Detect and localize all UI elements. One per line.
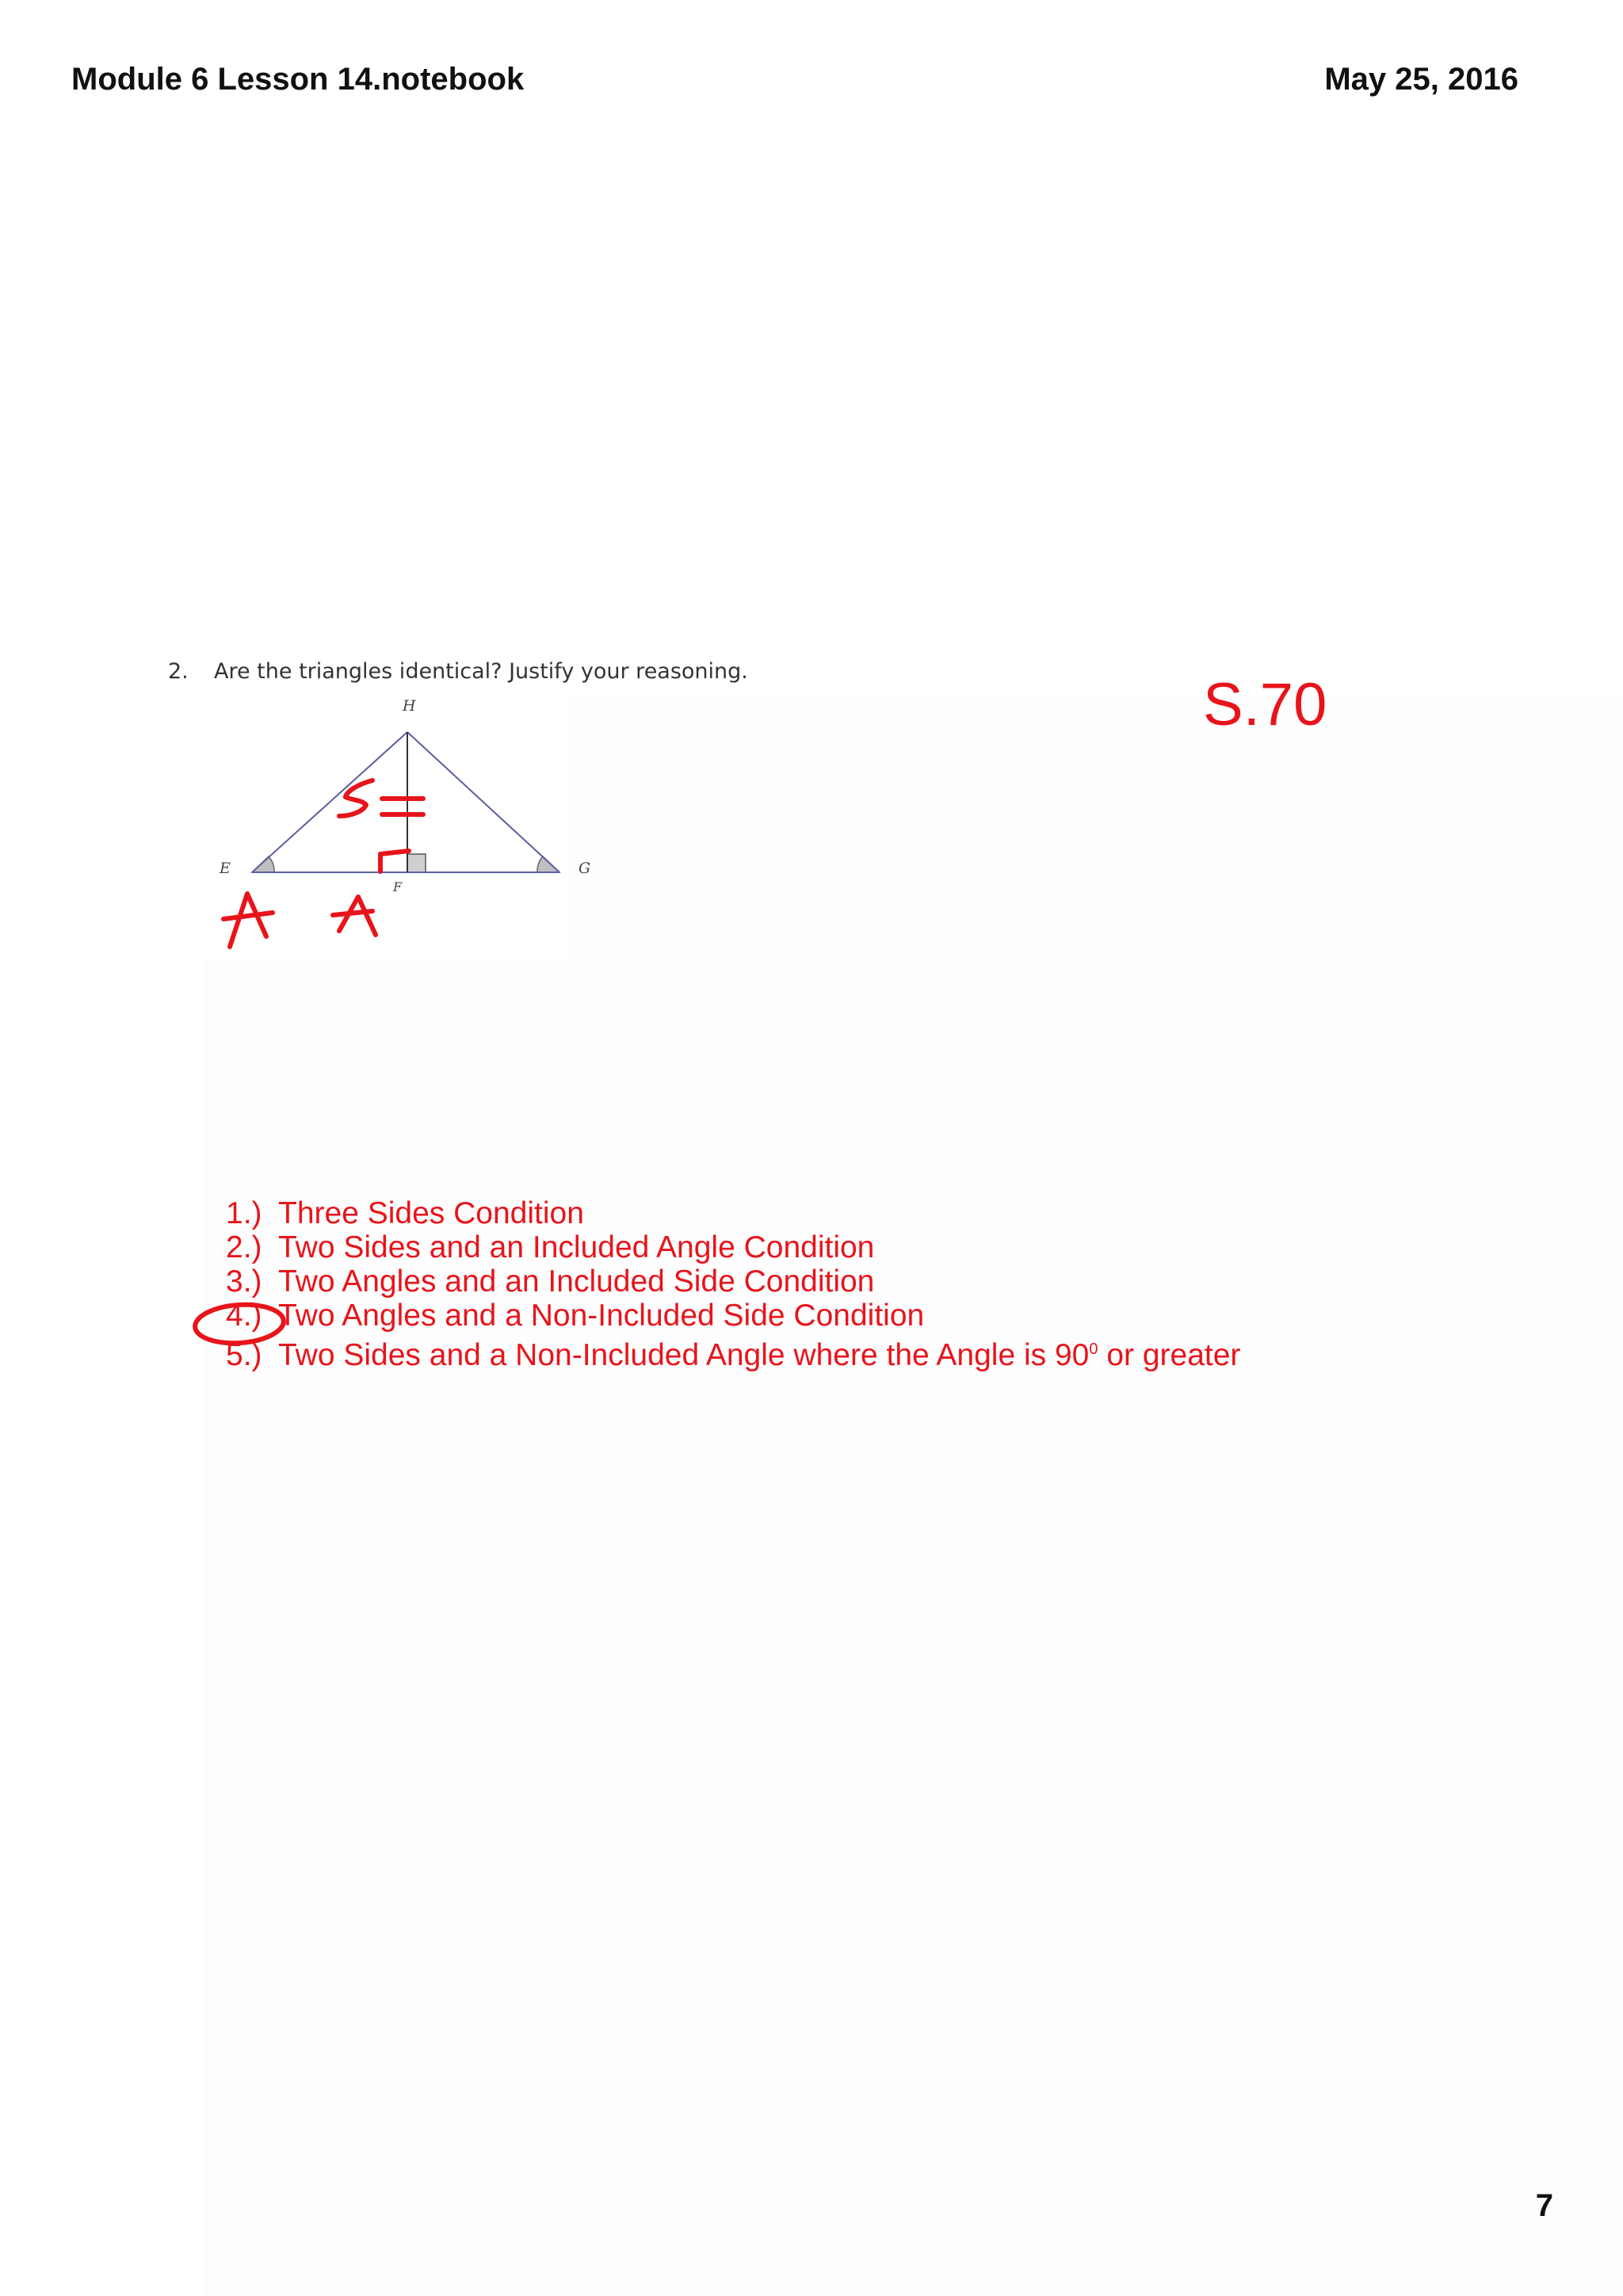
- degree-mark: 0: [1089, 1341, 1098, 1358]
- condition-item: [226, 1230, 1240, 1264]
- condition-text: Two Sides and an Included Angle Condition: [278, 1230, 875, 1264]
- condition-item: [226, 1264, 1240, 1299]
- page-reference: S.70: [1203, 671, 1327, 738]
- condition-item-selected: [226, 1299, 1240, 1333]
- question-number: 2.: [168, 659, 189, 684]
- condition-text: Two Angles and an Included Side Condition: [278, 1264, 875, 1299]
- condition-text: Two Sides and a Non-Included Angle where the Angle is 90: [278, 1338, 1090, 1372]
- page-number: 7: [1535, 2188, 1553, 2223]
- condition-text: Three Sides Condition: [278, 1196, 584, 1230]
- question: [168, 659, 748, 684]
- condition-number: 4.): [226, 1299, 262, 1333]
- vertex-label-f: F: [393, 879, 403, 894]
- condition-text: Two Angles and a Non-Included Side Condition: [278, 1299, 925, 1333]
- notebook-title: Module 6 Lesson 14.notebook: [71, 62, 525, 97]
- congruence-conditions-list: [226, 1196, 1240, 1372]
- condition-number: 3.): [226, 1264, 262, 1299]
- condition-number: 5.): [226, 1338, 262, 1372]
- vertex-label-g: G: [579, 860, 591, 877]
- question-text: Are the triangles identical? Justify your reasoning.: [214, 659, 748, 684]
- condition-item: [226, 1196, 1240, 1230]
- condition-number: 1.): [226, 1196, 262, 1230]
- vertex-label-e: E: [220, 860, 231, 877]
- figure-background: [204, 689, 569, 959]
- condition-item: [226, 1333, 1240, 1372]
- vertex-label-h: H: [403, 697, 416, 715]
- condition-suffix: or greater: [1098, 1338, 1241, 1372]
- notebook-date: May 25, 2016: [1324, 62, 1518, 97]
- condition-number: 2.): [226, 1230, 262, 1264]
